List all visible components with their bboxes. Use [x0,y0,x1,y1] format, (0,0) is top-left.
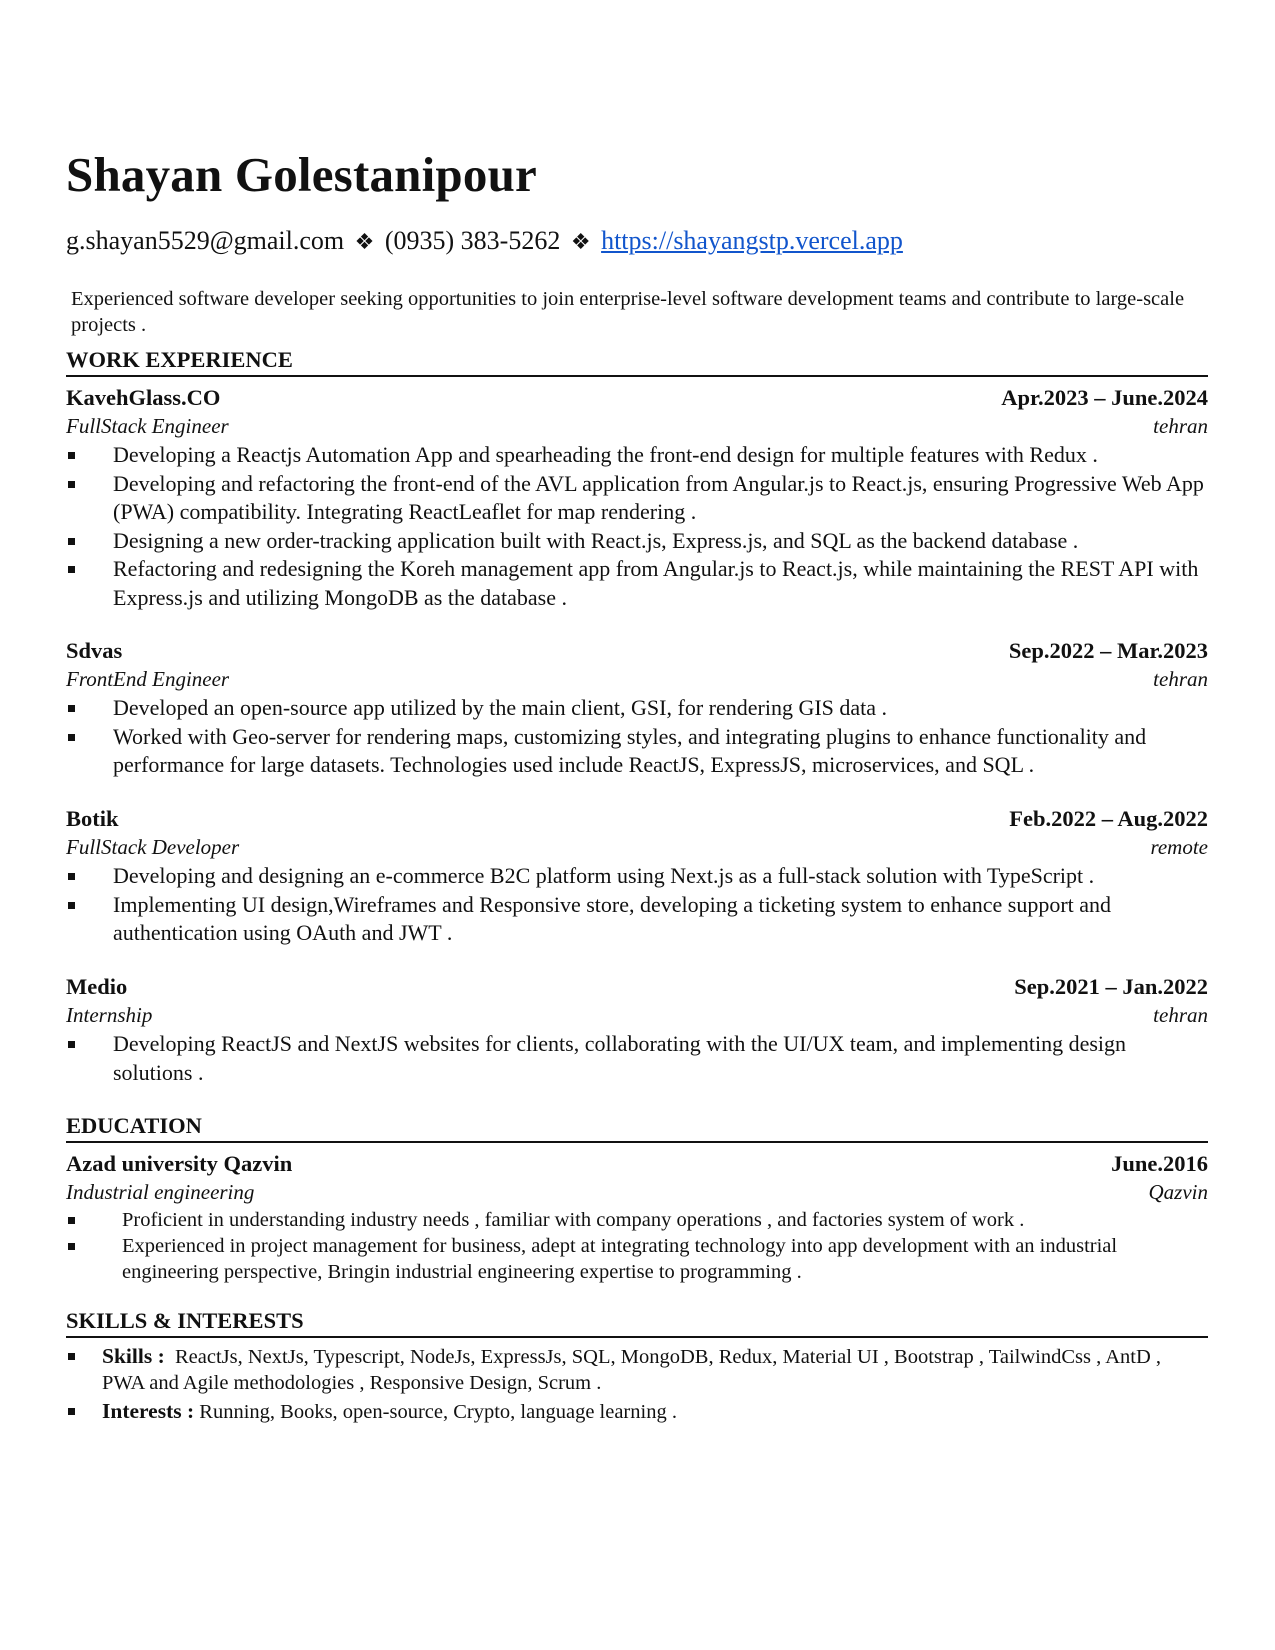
list-item: Designing a new order-tracking application built with React.js, Express.js, and SQL as the backend database . [66,527,1208,556]
job-dates: Sep.2021 – Jan.2022 [1014,974,1208,999]
company-name: Botik [66,806,119,831]
job-entry [66,636,1208,780]
contact-line [66,226,903,256]
bullet-square-icon [68,873,75,880]
field-of-study: Industrial engineering [66,1180,255,1204]
section-title-education: EDUCATION [66,1113,1208,1143]
skills-entry [66,1343,1208,1425]
bullet-square-icon [68,566,75,573]
list-item [66,1398,1208,1425]
list-item [66,1343,1208,1396]
graduation-date: June.2016 [1111,1151,1208,1176]
skills-text: ReactJs, NextJs, Typescript, NodeJs, ExpressJs, SQL, MongoDB, Redux, Material UI , Bootstrap , TailwindCss , AntD , PWA and Agile methodologies , Responsive Design, Scrum . [102,1346,1162,1394]
list-item: Developing and refactoring the front-end of the AVL application from Angular.js to React.js, ensuring Progressive Web App (PWA) compatibility. Integrating ReactLeaflet for map rendering . [66,470,1208,527]
email: g.shayan5529@gmail.com [66,226,345,255]
diamond-separator-icon: ❖ [570,230,591,255]
bullet-square-icon [68,902,75,909]
section-title-work: WORK EXPERIENCE [66,347,1208,377]
diamond-separator-icon: ❖ [354,230,375,255]
interests-label: Interests : [102,1399,195,1423]
job-location: tehran [1153,667,1208,691]
bullet-square-icon [68,734,75,741]
job-entry [66,972,1208,1087]
list-item: Developing ReactJS and NextJS websites for clients, collaborating with the UI/UX team, and implementing design solutions . [66,1030,1208,1087]
website-link[interactable]: https://shayangstp.vercel.app [601,226,903,255]
job-role: FullStack Engineer [66,414,229,438]
bullet-square-icon [68,1408,75,1415]
bullet-square-icon [68,1353,75,1360]
job-location: remote [1150,835,1208,859]
bullet-square-icon [68,1217,75,1224]
phone: (0935) 383-5262 [384,226,561,255]
bullet-square-icon [68,481,75,488]
list-item: Worked with Geo-server for rendering maps, customizing styles, and integrating plugins to enhance functionality and performance for large datasets. Technologies used include ReactJS, ExpressJS, microservices, and SQL . [66,723,1208,780]
job-entry [66,804,1208,948]
school-location: Qazvin [1148,1180,1208,1204]
job-role: FrontEnd Engineer [66,667,230,691]
bullet-square-icon [68,705,75,712]
list-item: Developing and designing an e-commerce B2C platform using Next.js as a full-stack solution with TypeScript . [66,862,1208,891]
job-location: tehran [1153,414,1208,438]
school-name: Azad university Qazvin [66,1151,293,1176]
education-entry [66,1149,1208,1285]
job-role: FullStack Developer [66,835,240,859]
job-role: Internship [66,1003,153,1027]
job-dates: Apr.2023 – June.2024 [1001,385,1208,410]
job-location: tehran [1153,1003,1208,1027]
list-item: Refactoring and redesigning the Koreh management app from Angular.js to React.js, while maintaining the REST API with Express.js and utilizing MongoDB as the database . [66,555,1208,612]
list-item: Proficient in understanding industry needs , familiar with company operations , and factories system of work . [66,1207,1208,1233]
section-title-skills: SKILLS & INTERESTS [66,1308,1208,1338]
job-dates: Sep.2022 – Mar.2023 [1008,638,1208,663]
job-dates: Feb.2022 – Aug.2022 [1009,806,1208,831]
list-item: Implementing UI design,Wireframes and Responsive store, developing a ticketing system to enhance support and authentication using OAuth and JWT . [66,891,1208,948]
company-name: KavehGlass.CO [66,385,221,410]
summary: Experienced software developer seeking opportunities to join enterprise-level software development teams and contribute to large-scale projects . [71,288,1185,336]
job-entry [66,383,1208,612]
candidate-name: Shayan Golestanipour [66,147,537,202]
company-name: Sdvas [66,638,123,663]
skills-label: Skills : [102,1344,165,1368]
list-item: Developing a Reactjs Automation App and spearheading the front-end design for multiple features with Redux . [66,441,1208,470]
list-item: Developed an open-source app utilized by the main client, GSI, for rendering GIS data . [66,694,1208,723]
company-name: Medio [66,974,128,999]
bullet-square-icon [68,452,75,459]
interests-text: Running, Books, open-source, Crypto, language learning . [199,1401,677,1423]
list-item: Experienced in project management for business, adept at integrating technology into app development with an industrial engineering perspective, Bringin industrial engineering expertise to programming . [66,1233,1208,1285]
bullet-square-icon [68,1243,75,1250]
bullet-square-icon [68,1041,75,1048]
bullet-square-icon [68,538,75,545]
